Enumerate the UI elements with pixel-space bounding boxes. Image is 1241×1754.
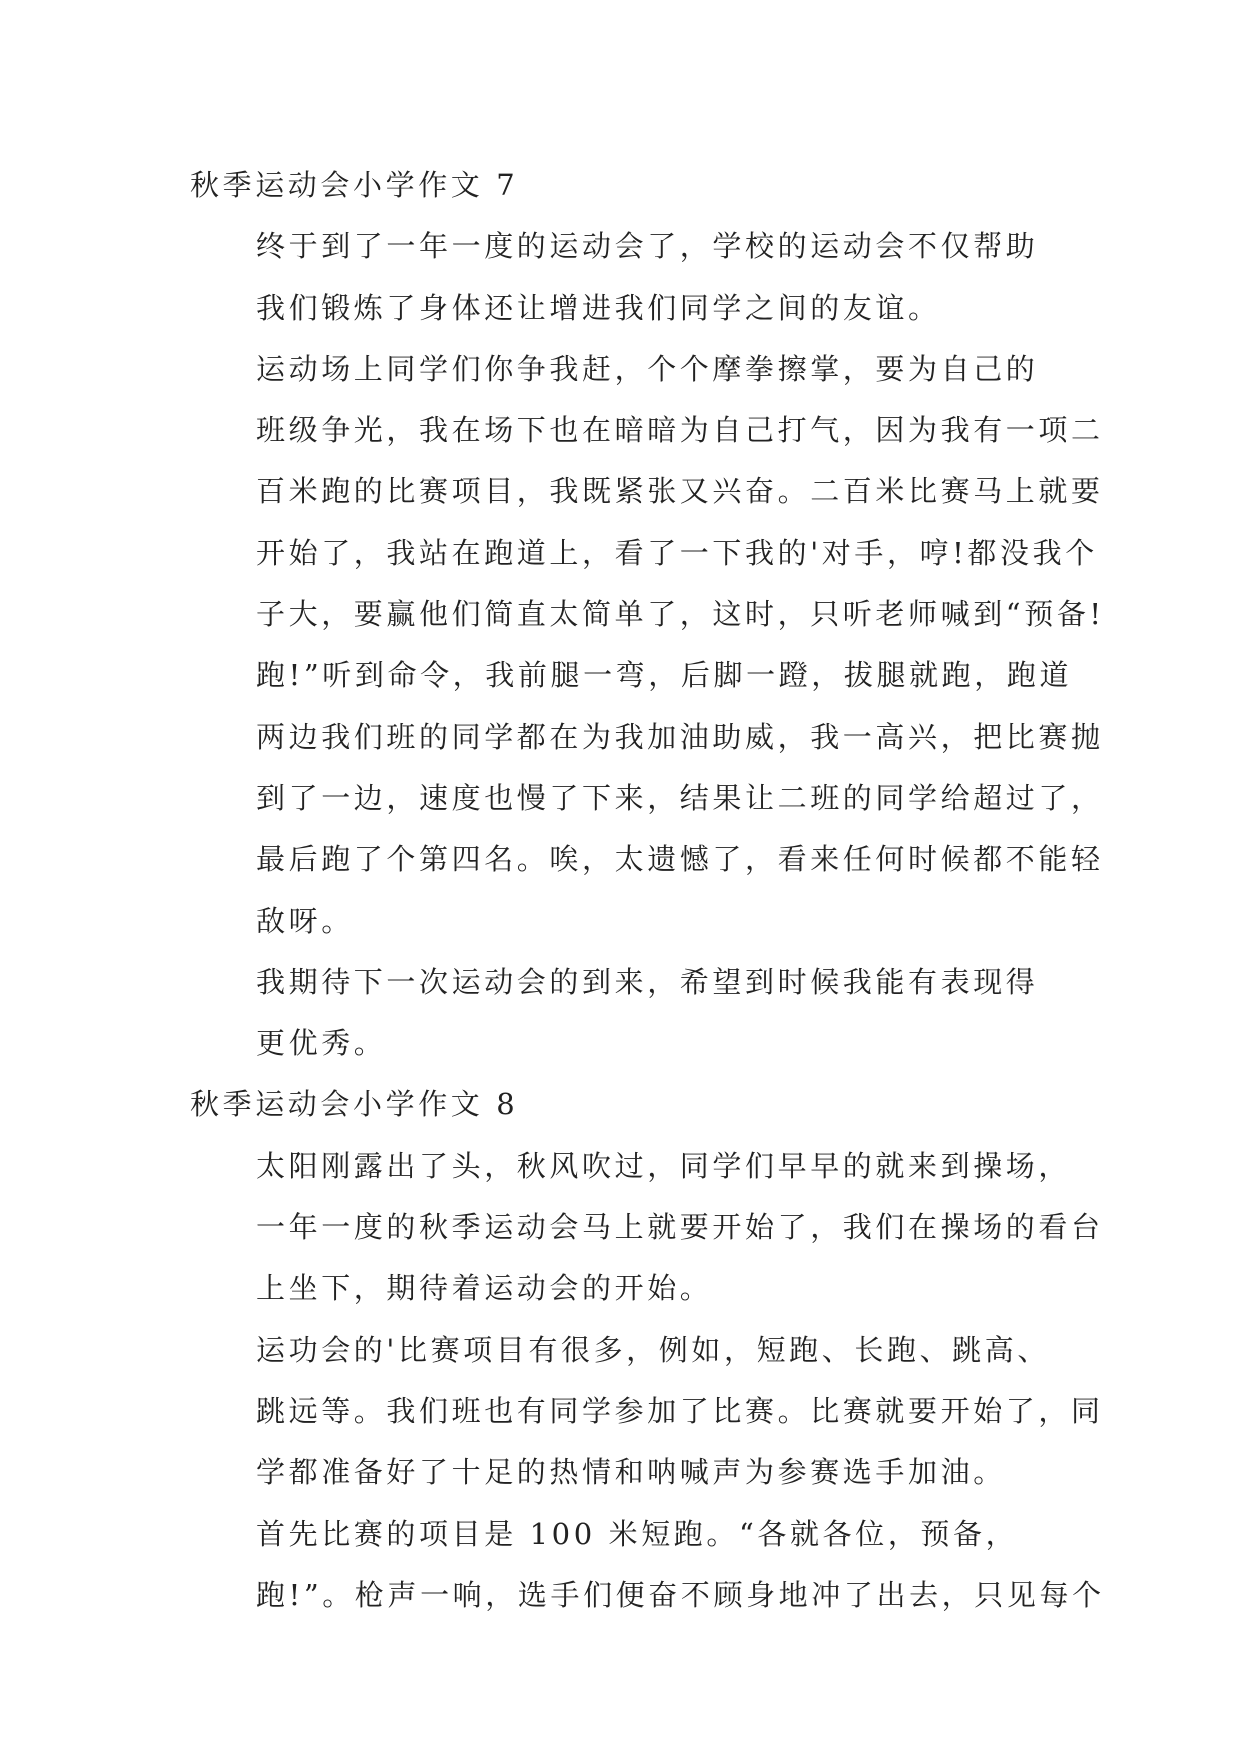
text-line: 敌呀。 (256, 903, 354, 938)
essay-8-paragraph-1 (190, 1136, 1104, 1320)
essay-7-paragraph-2 (190, 339, 1105, 952)
text-line: 上坐下，期待着运动会的开始。 (256, 1271, 713, 1306)
essay-7-title: 秋季运动会小学作文 7 (190, 168, 519, 202)
text-line: 跑!”听到命令，我前腿一弯，后脚一蹬，拔腿就跑，跑道 (256, 658, 1073, 693)
essay-8-paragraph-2 (190, 1320, 1104, 1504)
text-line: 百米跑的比赛项目，我既紧张又兴奋。二百米比赛马上就要 (256, 474, 1104, 509)
text-line: 运动场上同学们你争我赶，个个摩拳擦掌，要为自己的 (256, 351, 1039, 386)
text-line: 太阳刚露出了头，秋风吹过，同学们早早的就来到操场， (256, 1148, 1072, 1183)
essay-8 (190, 1074, 1105, 1626)
text-line: 终于到了一年一度的运动会了，学校的运动会不仅帮助 (256, 229, 1039, 264)
essay-7-paragraph-3 (190, 952, 1070, 1075)
text-line: 子大，要赢他们简直太简单了，这时，只听老师喊到“预备! (256, 597, 1105, 632)
text-line: 更优秀。 (256, 1026, 387, 1061)
text-line: 跳远等。我们班也有同学参加了比赛。比赛就要开始了，同 (256, 1393, 1104, 1428)
text-line: 班级争光，我在场下也在暗暗为自己打气，因为我有一项二 (256, 413, 1104, 448)
text-line: 首先比赛的项目是 100 米短跑。“各就各位，预备， (256, 1516, 1019, 1551)
essay-8-title: 秋季运动会小学作文 8 (190, 1087, 519, 1122)
essay-7-paragraph-1 (190, 216, 1070, 339)
text-line: 开始了，我站在跑道上，看了一下我的'对手，哼!都没我个 (256, 535, 1098, 570)
text-line: 运功会的'比赛项目有很多，例如，短跑、长跑、跳高、 (256, 1332, 1050, 1367)
text-line: 我们锻炼了身体还让增进我们同学之间的友谊。 (256, 290, 941, 325)
essay-8-paragraph-3 (190, 1504, 1105, 1627)
text-line: 我期待下一次运动会的到来，希望到时候我能有表现得 (256, 964, 1039, 999)
essay-7 (190, 155, 1105, 1074)
text-line: 学都准备好了十足的热情和呐喊声为参赛选手加油。 (256, 1455, 1006, 1490)
document-body (190, 155, 1105, 1626)
text-line: 一年一度的秋季运动会马上就要开始了，我们在操场的看台 (256, 1210, 1104, 1245)
text-line: 跑!”。枪声一响，选手们便奋不顾身地冲了出去，只见每个 (256, 1577, 1105, 1612)
text-line: 到了一边，速度也慢了下来，结果让二班的同学给超过了， (256, 780, 1104, 815)
text-line: 最后跑了个第四名。唉，太遗憾了，看来任何时候都不能轻 (256, 842, 1104, 877)
text-line: 两边我们班的同学都在为我加油助威，我一高兴，把比赛抛 (256, 719, 1104, 754)
